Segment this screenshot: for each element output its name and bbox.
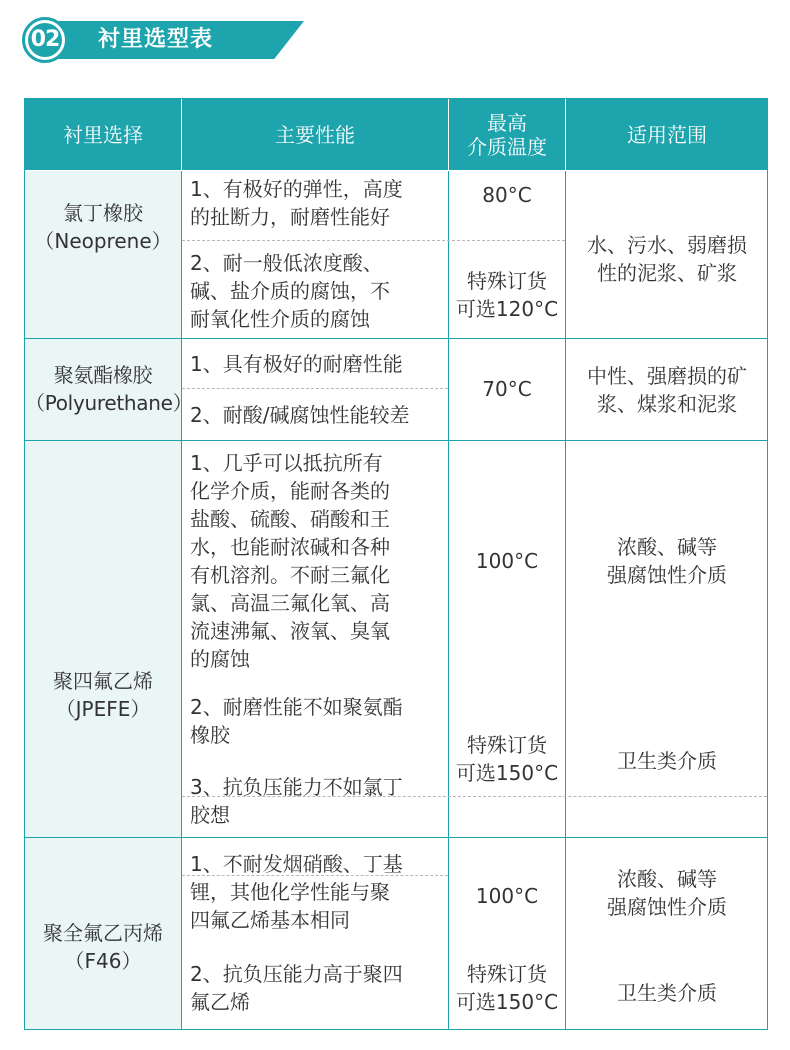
max-temp-option: 特殊订货 可选150°C	[455, 733, 559, 785]
performance-item: 2、耐酸/碱腐蚀性能较差	[190, 403, 410, 427]
performance-item: 2、耐磨性能不如聚氨酯 橡胶	[190, 695, 403, 747]
performance-item: 2、耐一般低浓度酸、 碱、盐介质的腐蚀，不 耐氧化性介质的腐蚀	[190, 251, 390, 331]
sub-divider	[182, 240, 565, 241]
max-temp: 100°C	[475, 884, 539, 908]
column-header-max-temp: 最高 介质温度	[449, 99, 565, 170]
sub-divider	[182, 388, 448, 389]
application-scope: 水、污水、弱磨损 性的泥浆、矿浆	[587, 233, 747, 285]
lining-name: 聚全氟乙丙烯 （F46）	[43, 921, 163, 973]
lining-name: 氯丁橡胶 （Neoprene）	[34, 201, 172, 253]
application-scope: 浓酸、碱等 强腐蚀性介质	[607, 535, 727, 587]
lining-name: 聚四氟乙烯 （JPEFE）	[53, 669, 153, 721]
column-header-performance: 主要性能	[182, 99, 448, 170]
section-number: 02	[28, 23, 62, 57]
max-temp: 70°C	[482, 377, 532, 401]
section-header	[18, 15, 308, 65]
row-divider	[25, 338, 767, 339]
application-scope: 中性、强磨损的矿 浆、煤浆和泥浆	[587, 364, 747, 416]
performance-item: 1、有极好的弹性，高度 的扯断力，耐磨性能好	[190, 177, 403, 229]
max-temp-option: 特殊订货 可选120°C	[455, 269, 559, 321]
row-shade	[25, 441, 181, 837]
application-scope: 卫生类介质	[617, 749, 717, 773]
max-temp-option: 特殊订货 可选150°C	[455, 962, 559, 1014]
row-divider	[25, 837, 767, 838]
section-title: 衬里选型表	[98, 27, 214, 52]
column-header-lining: 衬里选择	[25, 99, 181, 170]
performance-item: 1、具有极好的耐磨性能	[190, 352, 403, 376]
lining-name: 聚氨酯橡胶 （Polyurethane）	[25, 363, 193, 415]
performance-item: 3、抗负压能力不如氯丁 胶想	[190, 775, 403, 827]
section-number-badge	[22, 17, 68, 63]
application-scope: 卫生类介质	[617, 981, 717, 1005]
performance-item: 1、几乎可以抵抗所有 化学介质，能耐各类的 盐酸、硫酸、硝酸和王 水，也能耐浓碱和各种 有机溶剂。不耐三氟化 氯、高温三氟化氧、高 流速沸氟、液氧、臭氧 的腐蚀	[190, 451, 390, 671]
column-divider	[181, 171, 182, 1029]
lining-selection-table	[24, 98, 768, 1030]
max-temp: 100°C	[475, 549, 539, 573]
row-divider	[25, 440, 767, 441]
max-temp: 80°C	[482, 183, 532, 207]
performance-item: 2、抗负压能力高于聚四 氟乙烯	[190, 962, 403, 1014]
column-header-scope: 适用范围	[566, 99, 768, 170]
application-scope: 浓酸、碱等 强腐蚀性介质	[607, 867, 727, 919]
performance-item: 1、不耐发烟硝酸、丁基 锂，其他化学性能与聚 四氟乙烯基本相同	[190, 852, 403, 932]
